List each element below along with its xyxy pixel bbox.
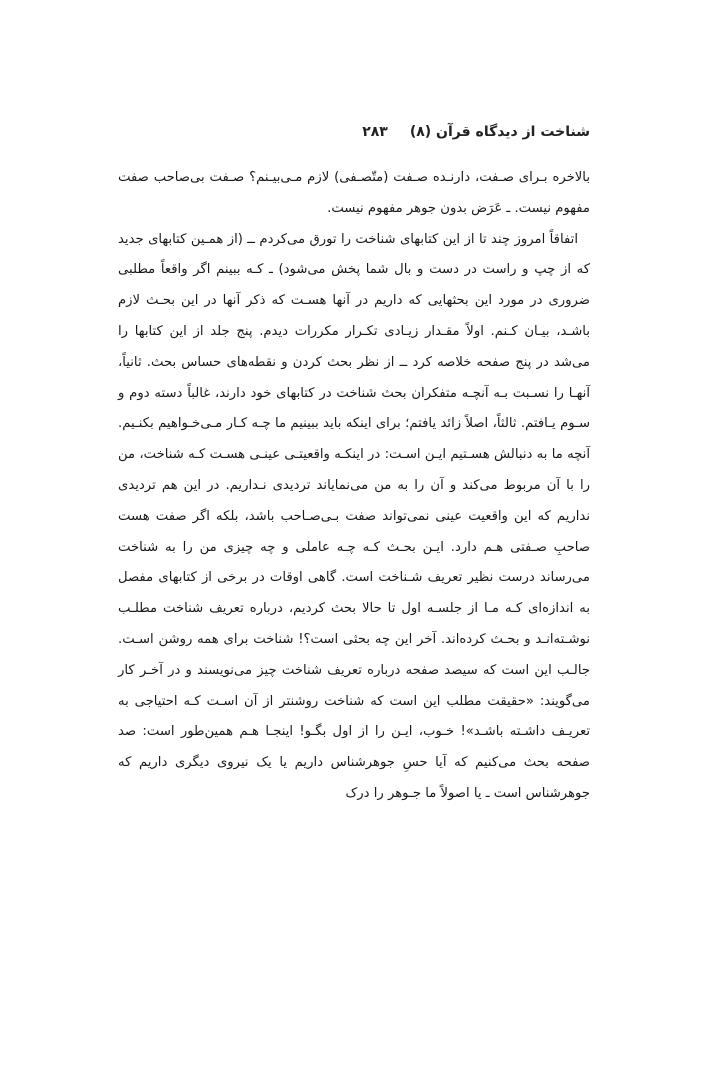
- page-number: ۲۸۳: [362, 124, 388, 140]
- header-title: شناخت از دیدگاه قرآن (۸): [409, 124, 590, 140]
- paragraph-1: بالاخره بـرای صـفت، دارنـده صـفت (متّصـفی) لازم مـی‌بیـنم؟ صـفت بی‌صاحب صفت مفهوم نیست. ـ عَرَض بدون جوهر مفهوم نیست.: [118, 170, 590, 216]
- body-text: [118, 163, 590, 923]
- paragraph-2: اتفاقاً امروز چند تا از این کتابهای شناخت را تورق می‌کردم ــ (از همـین کتابهای جدید که از چپ و راست در دست و بال شما پخش می‌شود) ـ کـه ببینم اگر واقعاً مطلبی ضروری در مورد این بحثهایی که داریم در آنها هسـت که ذکر آنها در این بحـث لازم باشـد، بیـان کـنم. اولاً مقـدار زیـادی تکـرار مکررات دیدم. پنج جلد از این کتابها را می‌شد در پنج صفحه خلاصه کرد ــ از نظر بحث کردن و نقطه‌های حساس بحث. ثانیاً، آنهـا را نسـبت بـه آنچـه متفکران بحث شناخت در کتابهای خود دارند، غالباً دسته دوم و سـوم یـافتم. ثالثاً، اصلاً زائد یافتم؛ برای اینکه باید ببینیم ما چـه کـار مـی‌خـواهیم بکنـیم. آنچه ما به دنبالش هسـتیم ایـن اسـت: در اینکـه واقعیتـی عینـی هسـت کـه شناخت، من را با آن مربوط می‌کند و آن را به من می‌نمایاند تردیدی نـداریم. در این هم تردیدی نداریم که این واقعیت عینی نمی‌تواند صفت بـی‌صـاحب باشد، بلکه اگر صفت هست صاحبِ صـفتی هـم دارد. ایـن بحـث کـه چـه عاملی و چه چیزی من را به شناخت می‌رساند درست نظیر تعریف شـناخت است. گاهی اوقات در برخی از کتابهای مفصل به اندازه‌ای کـه مـا از جلسـه اول تا حالا بحث کردیم، درباره تعریف شناخت مطلـب نوشـته‌انـد و بحـث کرده‌اند. آخر این چه بحثی است؟! شناخت برای همه روشن اسـت. جالـب این است که سیصد صفحه درباره تعریف شناخت چیز می‌نویسند و در آخـر کار می‌گویند: «حقیقت مطلب این است که شناخت روشنتر از آن اسـت کـه احتیاجی به تعریـف داشـته باشـد»! خـوب، ایـن را از اول بگـو! اینجـا هـم همین‌طور است: صد صفحه بحث می‌کنیم که آیا حسِ جوهرشناس داریم یا یک نیروی دیگری داریم که جوهرشناس است ـ یا اصولاً ما جـوهر را درک: [118, 231, 590, 801]
- running-header: [118, 120, 590, 144]
